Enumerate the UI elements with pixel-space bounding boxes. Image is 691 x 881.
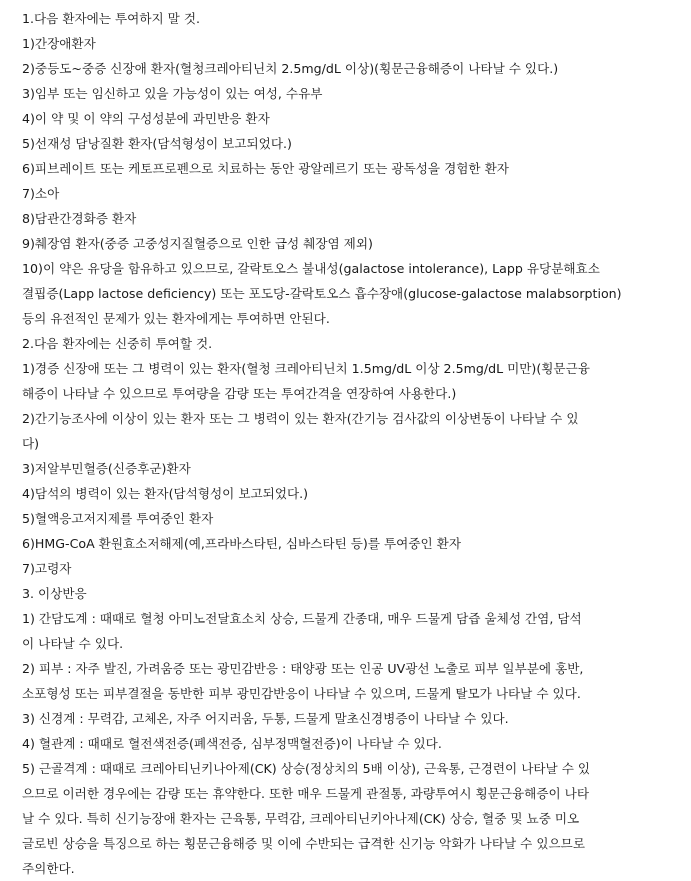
text-line: 4) 혈관계 : 때때로 혈전색전증(폐색전증, 심부정맥혈전증)이 나타날 수 있다. [22, 736, 442, 751]
text-line: 주의한다. [22, 861, 75, 876]
text-line: 5) 근골격계 : 때때로 크레아티닌키나아제(CK) 상승(정상치의 5배 이상), 근육통, 근경련이 나타날 수 있 [22, 761, 591, 776]
text-line: 1)간장애환자 [22, 36, 96, 51]
text-line: 2.다음 환자에는 신중히 투여할 것. [22, 336, 213, 351]
text-line: 해증이 나타날 수 있으므로 투여량을 감량 또는 투여간격을 연장하여 사용한다.) [22, 386, 457, 401]
document-body [0, 6, 684, 881]
text-line: 9)췌장염 환자(중증 고중성지질혈증으로 인한 급성 췌장염 제외) [22, 236, 373, 251]
text-line: 2)중등도~중증 신장애 환자(혈청크레아티닌치 2.5mg/dL 이상)(횡문근융해증이 나타날 수 있다.) [22, 61, 559, 76]
text-line: 2)간기능조사에 이상이 있는 환자 또는 그 병력이 있는 환자(간기능 검사값의 이상변동이 나타날 수 있 [22, 411, 579, 426]
text-line: 소포형성 또는 피부결절을 동반한 피부 광민감반응이 나타날 수 있으며, 드물게 탈모가 나타날 수 있다. [22, 686, 581, 701]
text-line: 결핍증(Lapp lactose deficiency) 또는 포도당-갈락토오스 흡수장애(glucose-galactose malabsorption) [22, 286, 622, 301]
text-line: 1)경증 신장애 또는 그 병력이 있는 환자(혈청 크레아티닌치 1.5mg/dL 이상 2.5mg/dL 미만)(횡문근융 [22, 361, 590, 376]
text-line: 다) [22, 436, 40, 451]
text-line: 8)담관간경화증 환자 [22, 211, 137, 226]
text-line: 7)소아 [22, 186, 60, 201]
text-line: 2) 피부 : 자주 발진, 가려움증 또는 광민감반응 : 태양광 또는 인공 UV광선 노출로 피부 일부분에 홍반, [22, 661, 584, 676]
text-line: 6)피브레이트 또는 케토프로펜으로 치료하는 동안 광알레르기 또는 광독성을 경험한 환자 [22, 161, 509, 176]
text-line: 4)이 약 및 이 약의 구성성분에 과민반응 환자 [22, 111, 270, 126]
text-line: 등의 유전적인 문제가 있는 환자에게는 투여하면 안된다. [22, 311, 330, 326]
text-line: 10)이 약은 유당을 함유하고 있으므로, 갈락토오스 불내성(galactose intolerance), Lapp 유당분해효소 [22, 261, 600, 276]
text-line: 3)임부 또는 임신하고 있을 가능성이 있는 여성, 수유부 [22, 86, 323, 101]
text-line: 1.다음 환자에는 투여하지 말 것. [22, 11, 201, 26]
text-line: 날 수 있다. 특히 신기능장애 환자는 근육통, 무력감, 크레아티닌키아나제(CK) 상승, 혈중 및 뇨중 미오 [22, 811, 580, 826]
text-line: 3)저알부민혈증(신증후군)환자 [22, 461, 191, 476]
text-line: 5)혈액응고저지제를 투여중인 환자 [22, 511, 214, 526]
text-line: 1) 간담도계 : 때때로 혈청 아미노전달효소치 상승, 드물게 간종대, 매우 드물게 담즙 울체성 간염, 담석 [22, 611, 582, 626]
text-line: 으므로 이러한 경우에는 감량 또는 휴약한다. 또한 매우 드물게 관절통, 과량투여시 횡문근융해증이 나타 [22, 786, 589, 801]
text-line: 7)고령자 [22, 561, 72, 576]
text-line: 3. 이상반응 [22, 586, 87, 601]
text-line: 5)선재성 담낭질환 환자(담석형성이 보고되었다.) [22, 136, 292, 151]
text-line: 글로빈 상승을 특징으로 하는 횡문근융해증 및 이에 수반되는 급격한 신기능 악화가 나타날 수 있으므로 [22, 836, 585, 851]
text-line: 이 나타날 수 있다. [22, 636, 124, 651]
text-line: 6)HMG-CoA 환원효소저해제(예,프라바스타틴, 심바스타틴 등)를 투여중인 환자 [22, 536, 461, 551]
text-line: 4)담석의 병력이 있는 환자(담석형성이 보고되었다.) [22, 486, 309, 501]
text-line: 3) 신경계 : 무력감, 고체온, 자주 어지러움, 두통, 드물게 말초신경병증이 나타날 수 있다. [22, 711, 509, 726]
